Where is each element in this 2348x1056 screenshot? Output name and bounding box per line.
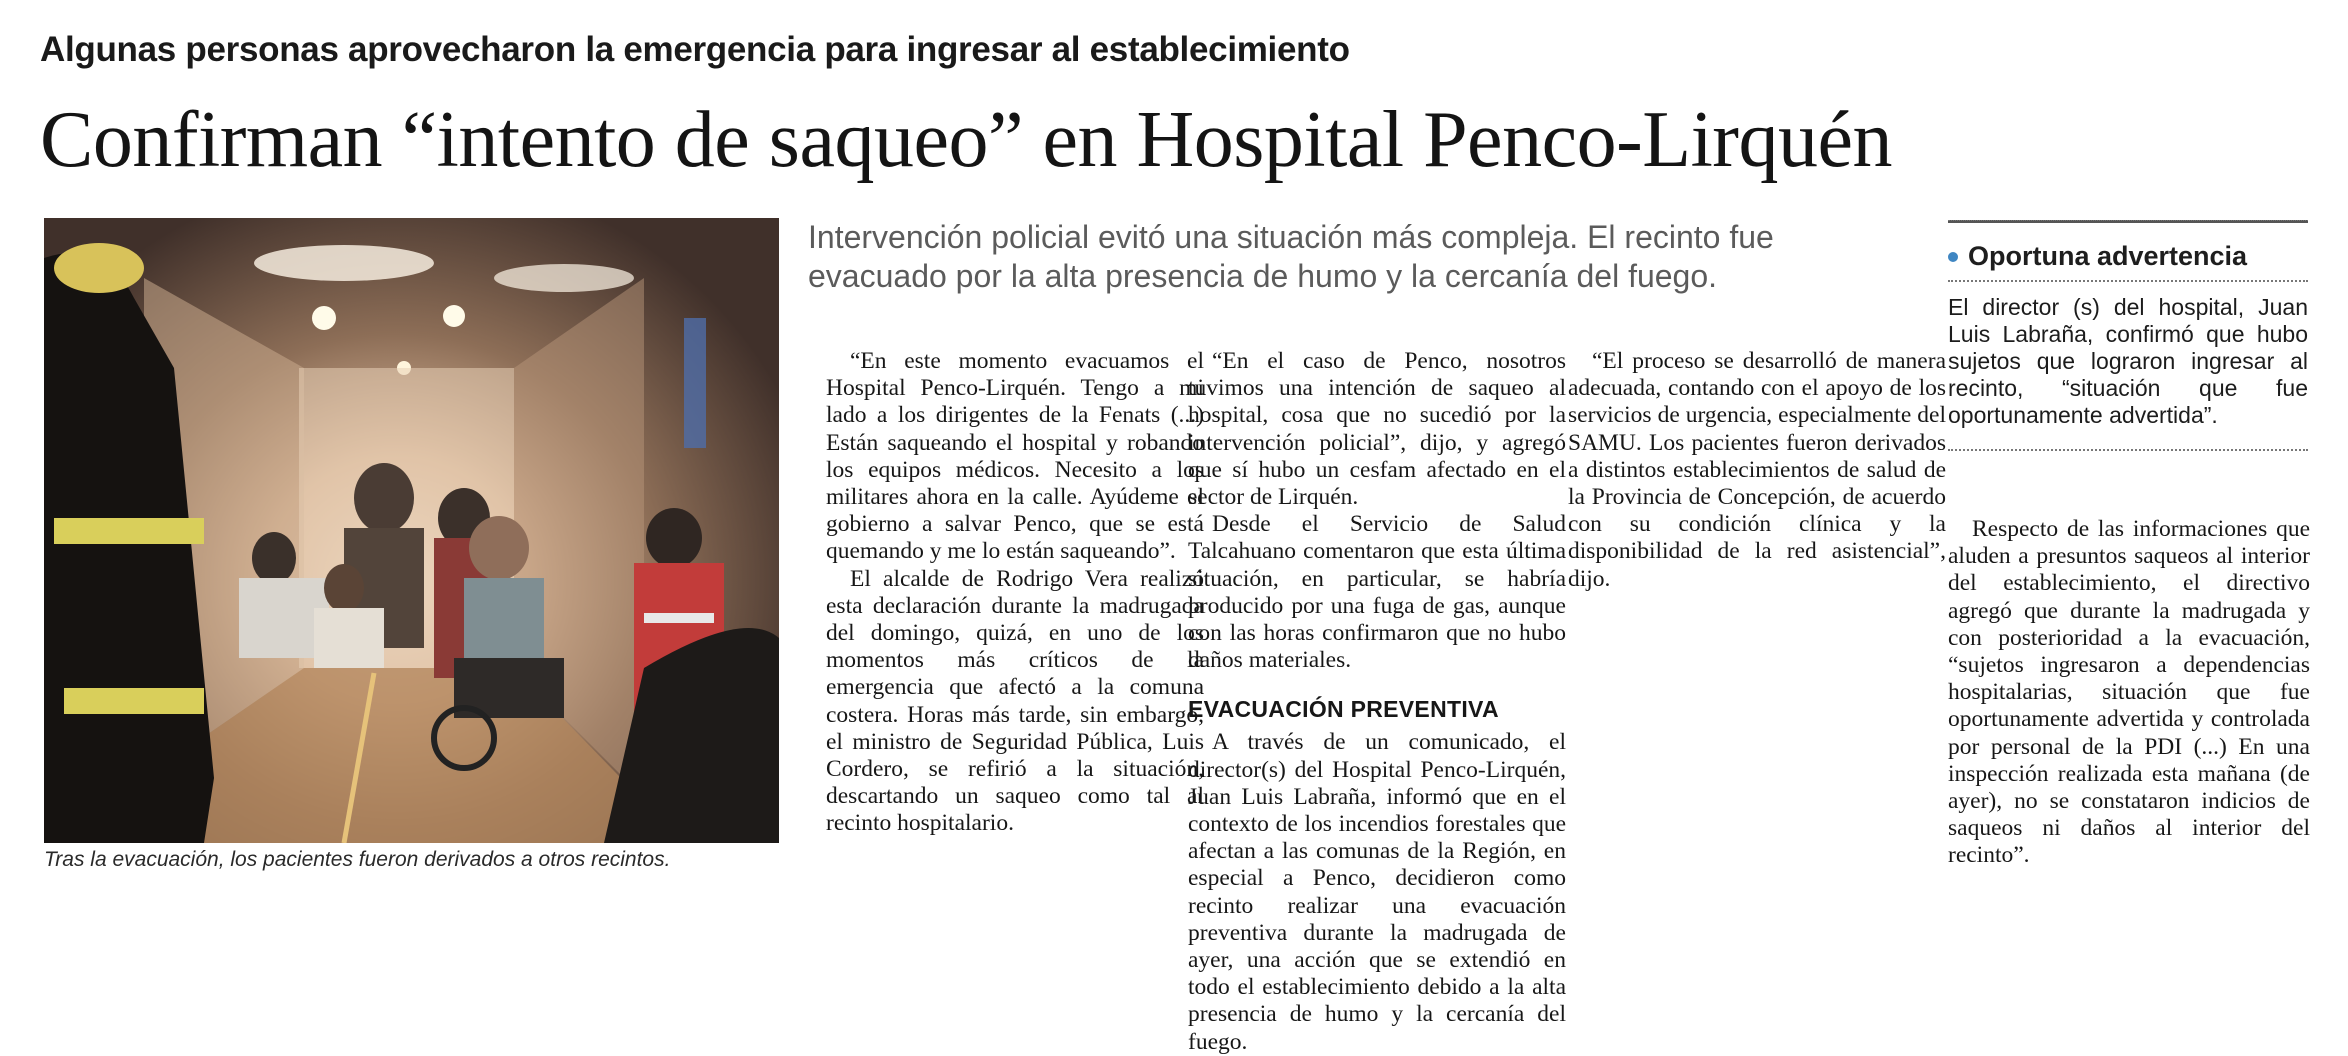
section-subhead: EVACUACIÓN PREVENTIVA xyxy=(1188,696,1499,723)
article-paragraph: A través de un comunicado, el director(s) del Hospital Penco-Lirquén, Juan Luis Labraña, informó que en el contexto de los incendios forestales que afectan a las comunas de la Región, en especial a Penco, decidieron como recinto realizar una evacuación preventiva durante la madrugada de ayer, una acción que se extendió en todo el establecimiento debido a la alta presencia de humo y la cercanía del fuego. xyxy=(1188,729,1566,1055)
sidebar-top-rule xyxy=(1948,220,2308,223)
article-paragraph: El alcalde de Rodrigo Vera realizó esta declaración durante la madrugada del domingo, quizá, en uno de los momentos más críticos de la emergencia que afectó a la comuna costera. Horas más tarde, sin embargo, el ministro de Seguridad Pública, Luis Cordero, se refirió a la situación, descartando un saqueo como tal al recinto hospitalario. xyxy=(826,565,1204,837)
article-paragraph: “El proceso se desarrolló de manera adecuada, contando con el apoyo de los servicios de urgencia, especialmente del SAMU. Los pacientes fueron derivados a distintos establecimientos de salud de la Provincia de Concepción, de acuerdo con su condición clínica y la disponibilidad de la red asistencial”, dijo. xyxy=(1568,348,1946,592)
kicker: Algunas personas aprovecharon la emergencia para ingresar al establecimiento xyxy=(40,30,1350,69)
article-paragraph: “En este momento evacuamos el Hospital Penco-Lirquén. Tengo a mi lado a los dirigentes de la Fenats (...) Están saqueando el hospital y robando los equipos médicos. Necesito a los militares ahora en la calle. Ayúdeme el gobierno a salvar Penco, que se está quemando y me lo están saqueando”. xyxy=(826,348,1204,565)
sidebar-divider xyxy=(1948,280,2308,282)
article-column-3 xyxy=(1568,348,1946,593)
article-column-1 xyxy=(826,348,1204,838)
sidebar-title-text: Oportuna advertencia xyxy=(1968,241,2248,271)
sidebar-title xyxy=(1948,241,2308,272)
headline: Confirman “intento de saqueo” en Hospital Penco-Lirquén xyxy=(40,96,1892,184)
article-column-2 xyxy=(1188,348,1566,1056)
news-photo xyxy=(44,218,779,843)
article-paragraph: Desde el Servicio de Salud Talcahuano comentaron que esta última situación, en particular, se habría producido por una fuga de gas, aunque con las horas confirmaron que no hubo daños materiales. xyxy=(1188,511,1566,674)
photo-illustration xyxy=(44,218,779,843)
bullet-icon xyxy=(1948,252,1958,262)
article-paragraph: Respecto de las informaciones que aluden a presuntos saqueos al interior del establecimiento, el directivo agregó que durante la madrugada y con posterioridad a la evacuación, “sujetos ingresaron a dependencias hospitalarias, situación que fue oportunamente advertida y controlada por personal de la PDI (...) En una inspección realizada esta mañana (de ayer), no se constataron indicios de saqueos ni daños al interior del recinto”. xyxy=(1948,516,2310,869)
deck-subheadline: Intervención policial evitó una situación más compleja. El recinto fue evacuado por la alta presencia de humo y la cercanía del fuego. xyxy=(808,219,1774,294)
sidebar-box xyxy=(1948,220,2308,451)
photo-caption: Tras la evacuación, los pacientes fueron derivados a otros recintos. xyxy=(44,848,671,871)
sidebar-text: El director (s) del hospital, Juan Luis Labraña, confirmó que hubo sujetos que lograron ingresar al recinto, “situación que fue oportunamente advertida”. xyxy=(1948,294,2308,428)
article-paragraph: “En el caso de Penco, nosotros tuvimos una intención de saqueo al hospital, cosa que no sucedió por la intervención policial”, dijo, y agregó que sí hubo un cesfam afectado en el sector de Lirquén. xyxy=(1188,348,1566,511)
sidebar-bottom-rule xyxy=(1948,449,2308,451)
article-column-4 xyxy=(1948,516,2310,870)
